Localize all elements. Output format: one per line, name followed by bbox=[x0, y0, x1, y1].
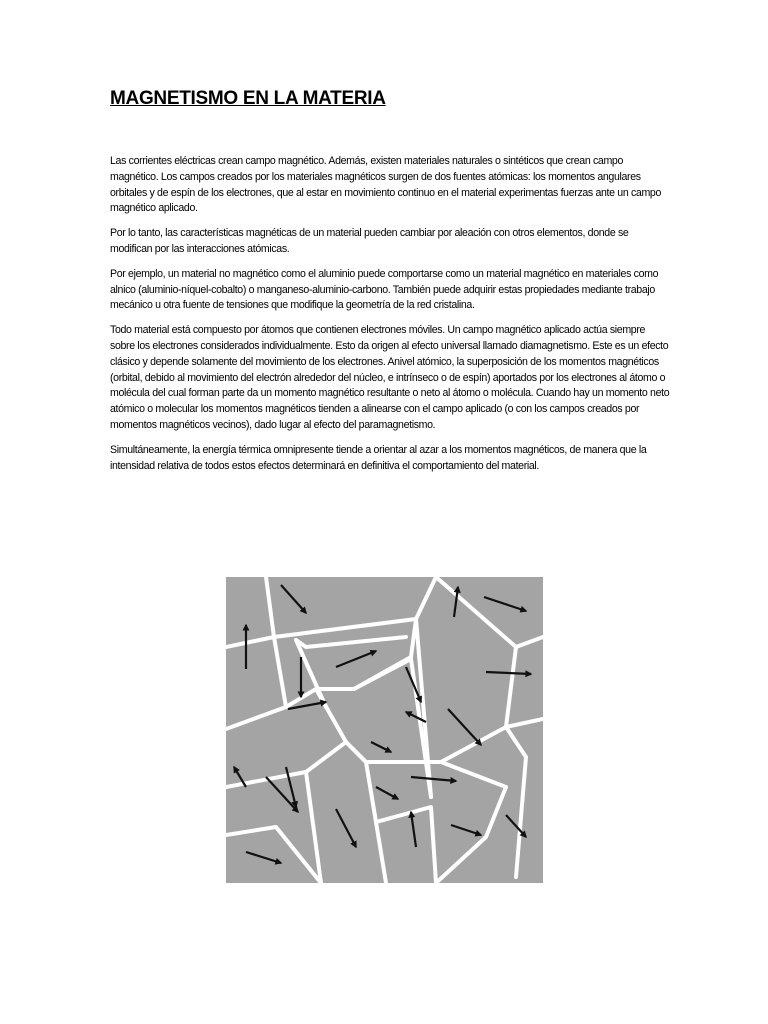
paragraph-2: Por lo tanto, las características magnéticas de un material pueden cambiar por aleación con otros elementos, donde se modifican por las interacciones atómicas. bbox=[110, 227, 629, 255]
magnetic-domains-figure bbox=[226, 577, 543, 883]
document-title: MAGNETISMO EN LA MATERIA bbox=[110, 88, 386, 109]
paragraph-3: Por ejemplo, un material no magnético como el aluminio puede comportarse como un material magnético en materiales como alnico (aluminio-níquel-cobalto) o manganeso-aluminio-carbono. También puede adquirir estas propiedades mediante trabajo mecánico u otra fuente de tensiones que modifique la geometría de la red cristalina. bbox=[110, 267, 659, 312]
document-body bbox=[110, 154, 670, 483]
magnetic-domains-image bbox=[226, 577, 543, 883]
paragraph-1: Las corrientes eléctricas crean campo magnético. Además, existen materiales naturales o sintéticos que crean campo magnético. Los campos creados por los materiales magnéticos surgen de dos fuentes atómicas: los momentos angulares orbitales y de espín de los electrones, que al estar en movimiento continuo en el material experimentas fuerzas ante un campo magnético aplicado. bbox=[110, 155, 662, 215]
paragraph-4: Todo material está compuesto por átomos que contienen electrones móviles. Un campo magnético aplicado actúa siempre sobre los electrones considerados individualmente. Esto da origen al efecto universal llamado diamagnetismo. Este es un efecto clásico y depende solamente del movimiento de los electrones. Anivel atómico, la superposición de los momentos magnéticos (orbital, debido al movimiento del electrón alrededor del núcleo, e intrínseco o de espín) aportados por los electrones al átomo o molécula del cual forman parte da un momento magnético resultante o neto al átomo o molécula. Cuando hay un momento neto atómico o molecular los momentos magnéticos tienden a alinearse con el campo aplicado (o con los campos creados por momentos magnéticos vecinos), dado lugar al efecto del paramagnetismo. bbox=[110, 324, 670, 431]
paragraph-5: Simultáneamente, la energía térmica omnipresente tiende a orientar al azar a los momentos magnéticos, de manera que la intensidad relativa de todos estos efectos determinará en definitiva el comportamiento del material. bbox=[110, 443, 647, 472]
